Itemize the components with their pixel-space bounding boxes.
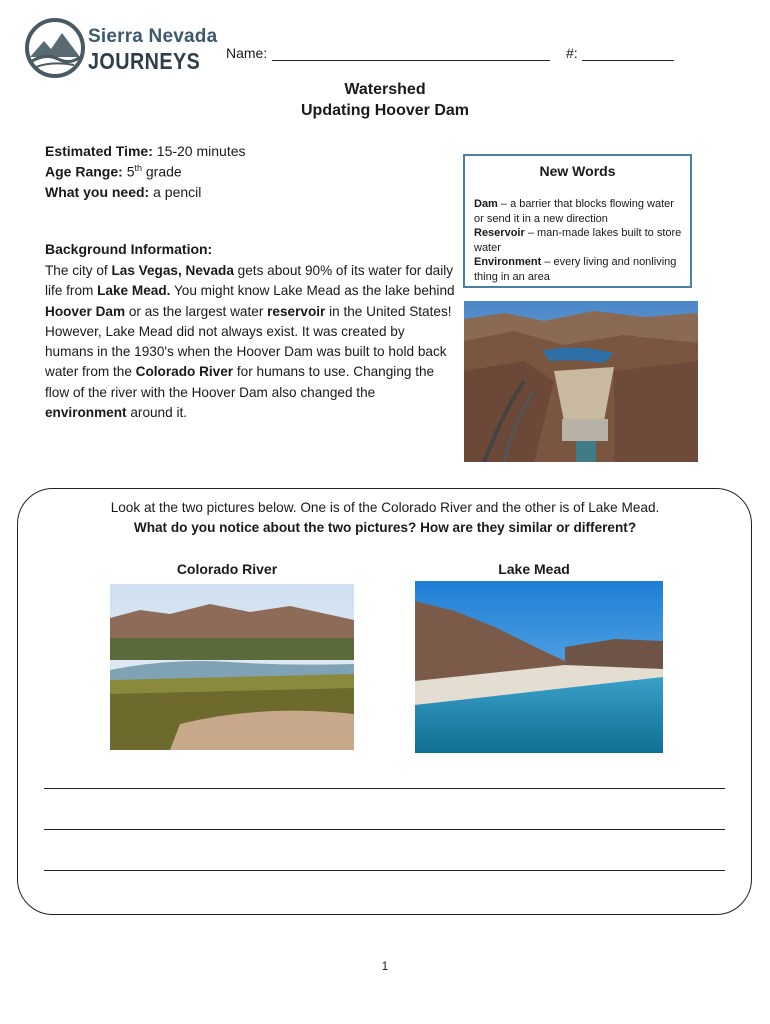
new-words-box	[463, 154, 692, 288]
age-range-rest: grade	[145, 163, 182, 180]
what-you-need	[45, 184, 201, 200]
name-label: Name:	[226, 45, 268, 61]
colorado-river-photo	[110, 584, 354, 750]
answer-line[interactable]	[44, 788, 725, 789]
what-you-need-value: a pencil	[153, 184, 202, 200]
age-range-suffix: th	[134, 163, 142, 173]
number-field[interactable]	[582, 60, 674, 61]
new-words-title: New Words	[539, 163, 616, 179]
estimated-time-label: Estimated Time:	[45, 143, 153, 159]
page-title: Watershed	[344, 81, 426, 98]
word-def: – a barrier that blocks flowing water or send it in a new direction	[474, 198, 674, 225]
bg-text-5: in the United States! However, Lake Mead did not always exist. It was created by humans in the 1930's when the Hoover Dam was built to hold back water from the	[45, 303, 452, 380]
bg-text-4: or as the largest water	[125, 303, 268, 319]
estimated-time-value: 15-20 minutes	[156, 143, 246, 159]
word-def: – man-made lakes built to store water	[474, 227, 682, 254]
word-term: Environment	[474, 256, 542, 268]
word-term: Dam	[474, 198, 498, 210]
number-label: #:	[566, 45, 578, 61]
word-term: Reservoir	[474, 227, 525, 239]
word-def: – every living and nonliving thing in an area	[474, 256, 677, 283]
bg-term-las-vegas: Las Vegas, Nevada	[111, 263, 234, 278]
bg-term-hoover-dam: Hoover Dam	[45, 303, 126, 319]
bg-term-colorado-river: Colorado River	[135, 364, 234, 380]
bg-text-2: gets about 90% of its water for daily life from	[45, 263, 454, 299]
lake-mead-photo	[415, 581, 663, 753]
page-subtitle: Updating Hoover Dam	[300, 102, 469, 119]
name-field[interactable]	[272, 60, 550, 61]
bg-text-3: You might know Lake Mead as the lake behind	[170, 283, 455, 299]
activity-instruction: Look at the two pictures below. One is of the Colorado River and the other is of Lake Mead.	[110, 500, 660, 515]
what-you-need-label: What you need:	[45, 184, 150, 200]
page-number: 1	[381, 959, 389, 973]
logo-text-bottom: JOURNEYS	[88, 48, 201, 74]
logo-text-top: Sierra Nevada	[88, 26, 218, 47]
background-heading: Background Information:	[45, 241, 213, 257]
word-definition	[474, 255, 684, 284]
bg-text-7: around it.	[126, 405, 188, 421]
answer-line[interactable]	[44, 870, 725, 871]
mountain-logo-icon	[24, 17, 86, 79]
hoover-dam-photo	[464, 301, 698, 462]
activity-question: What do you notice about the two pictures? How are they similar or different?	[133, 520, 637, 535]
word-definition	[474, 226, 684, 255]
age-range-number: 5	[126, 163, 135, 180]
logo	[22, 14, 218, 82]
estimated-time	[45, 143, 246, 159]
colorado-river-caption: Colorado River	[176, 561, 278, 577]
bg-term-reservoir: reservoir	[267, 303, 326, 319]
bg-text-1: The city of	[45, 263, 112, 278]
background-paragraph	[45, 261, 455, 423]
word-definition	[474, 197, 684, 226]
lake-mead-caption: Lake Mead	[498, 561, 570, 577]
bg-text-6: for humans to use. Changing the flow of the river with the Hoover Dam also changed the	[45, 364, 435, 400]
bg-term-lake-mead: Lake Mead.	[97, 283, 171, 299]
answer-line[interactable]	[44, 829, 725, 830]
age-range-label: Age Range:	[45, 163, 123, 180]
bg-term-environment: environment	[45, 405, 127, 421]
age-range	[45, 163, 182, 180]
